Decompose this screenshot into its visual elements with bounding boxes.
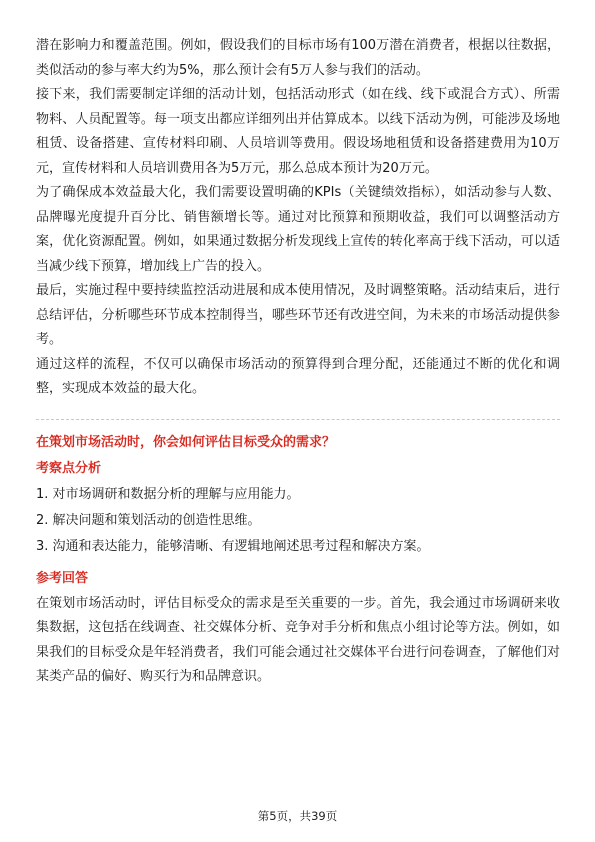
body-paragraph-5: 通过这样的流程，不仅可以确保市场活动的预算得到合理分配，还能通过不断的优化和调整，实现成本效益的最大化。 bbox=[36, 356, 560, 396]
section-spacer bbox=[36, 560, 560, 568]
body-paragraph-4: 最后，实施过程中要持续监控活动进展和成本使用情况，及时调整策略。活动结束后，进行总结评估，分析哪些环节成本控制得当，哪些环节还有改进空间，为未来的市场活动提供参考。 bbox=[36, 283, 560, 347]
analysis-heading: 考察点分析 bbox=[36, 460, 102, 476]
page-content bbox=[36, 34, 560, 690]
analysis-item-3: 3. 沟通和表达能力，能够清晰、有逻辑地阐述思考过程和解决方案。 bbox=[36, 538, 430, 554]
analysis-item-1: 1. 对市场调研和数据分析的理解与应用能力。 bbox=[36, 486, 300, 502]
question-heading: 在策划市场活动时，你会如何评估目标受众的需求？ bbox=[36, 434, 336, 450]
answer-paragraph: 在策划市场活动时，评估目标受众的需求是至关重要的一步。首先，我会通过市场调研来收集数据，这包括在线调查、社交媒体分析、竞争对手分析和焦点小组讨论等方法。例如，如果我们的目标受众是年轻消费者，我们可能会通过社交媒体平台进行问卷调查，了解他们对某类产品的偏好、购买行为和品牌意识。 bbox=[36, 595, 560, 684]
body-paragraph-2: 接下来，我们需要制定详细的活动计划，包括活动形式（如在线、线下或混合方式）、所需物料、人员配置等。每一项支出都应详细列出并估算成本。以线下活动为例，可能涉及场地租赁、设备搭建、宣传材料印刷、人员培训等费用。假设场地租赁和设备搭建费用为10万元，宣传材料和人员培训费用各为5万元，那么总成本预计为20万元。 bbox=[36, 87, 560, 176]
body-paragraph-1: 潜在影响力和覆盖范围。例如，假设我们的目标市场有100万潜在消费者，根据以往数据，类似活动的参与率大约为5%，那么预计会有5万人参与我们的活动。 bbox=[36, 38, 560, 78]
section-divider bbox=[36, 419, 560, 420]
analysis-item-2: 2. 解决问题和策划活动的创造性思维。 bbox=[36, 512, 261, 528]
body-paragraph-3: 为了确保成本效益最大化，我们需要设置明确的KPIs（关键绩效指标），如活动参与人数、品牌曝光度提升百分比、销售额增长等。通过对比预算和预期收益，我们可以调整活动方案，优化资源配置。例如，如果通过数据分析发现线上宣传的转化率高于线下活动，可以适当减少线下预算，增加线上广告的投入。 bbox=[36, 185, 560, 274]
answer-heading: 参考回答 bbox=[36, 570, 89, 586]
page-number: 第5页，共39页 bbox=[257, 809, 338, 823]
